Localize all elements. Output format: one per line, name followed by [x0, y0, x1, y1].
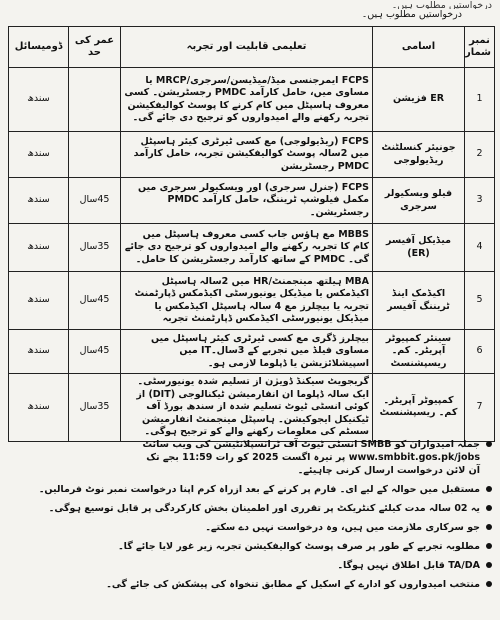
cell-qualification: FCPS (جنرل سرجری) اور ویسکیولر سرجری میں مکمل فیلوشپ ٹریننگ، حامل کارآمد PMDC رجسٹریشن۔ [121, 178, 373, 224]
cell-age: 35سال [69, 374, 121, 442]
table-row [9, 68, 495, 132]
intro-line-2: درخواستیں مطلوب ہیں۔ [361, 9, 462, 20]
list-item [8, 540, 492, 553]
cell-age: 45سال [69, 330, 121, 374]
condition-text: یہ 02 سالہ مدت کیلئے کنٹریکٹ پر تقرری اور اطمینان بخش کارکردگی پر قابل توسیع ہوگی۔ [48, 503, 480, 514]
conditions-list [8, 438, 492, 591]
condition-text: مستقبل میں حوالہ کے لیے ای۔ فارم پر کرنے کے بعد ازراہ کرم اپنا درخواست نمبر نوٹ فرمالیں۔ [38, 484, 480, 495]
cell-post: جونیئر کنسلٹنٹ ریڈیولوجی [373, 132, 465, 178]
cell-qualification: بیچلرز ڈگری مع کسی ٹیرٹری کیئر ہاسپٹل میں مساوی فیلڈ میں تجربے کے 3سال۔IT میں اسپیشلائزیشن یا ڈپلوما لازمی ہو۔ [121, 330, 373, 374]
cell-serial: 4 [465, 224, 495, 272]
header-age: عمر کی حد [69, 27, 121, 68]
cell-post: اکیڈمک اینڈ ٹریننگ آفیسر [373, 272, 465, 330]
list-item [8, 521, 492, 534]
condition-text: منتخب امیدواروں کو ادارے کے اسکیل کے مطابق تنخواہ کی پیشکش کی جائے گی۔ [106, 579, 480, 590]
header-serial: نمبر شمار [465, 27, 495, 68]
condition-subtext: آن لائن درخواست ارسال کرنی چاہیئے۔ [297, 465, 480, 476]
cell-serial: 7 [465, 374, 495, 442]
header-qualification: تعلیمی قابلیت اور تجربہ [121, 27, 373, 68]
cell-post: کمپیوٹر آپریٹر۔ کم۔ ریسپشنسٹ [373, 374, 465, 442]
cell-serial: 3 [465, 178, 495, 224]
cell-age: 35سال [69, 224, 121, 272]
cell-qualification: FCPS ایمرجنسی میڈ/میڈیسن/سرجری/MRCP یا مساوی میں، حامل کارآمد PMDC رجسٹریشن۔ کسی معروف ہاسپٹل میں کام کرنے کا پوسٹ کوالیفکیشن تجربہ رکھنے والے امیدواروں کو ترجیح دی جائے گی۔ [121, 68, 373, 132]
cell-post: فیلو ویسکیولر سرجری [373, 178, 465, 224]
list-item [8, 438, 492, 477]
cell-domicile: سندھ [9, 224, 69, 272]
jobs-table [8, 26, 495, 442]
cell-domicile: سندھ [9, 68, 69, 132]
cell-age [69, 132, 121, 178]
condition-text: TA/DA قابل اطلاق نہیں ہوگا۔ [337, 560, 480, 571]
cell-domicile: سندھ [9, 330, 69, 374]
cell-post: ER فزیشن [373, 68, 465, 132]
cell-age: 45سال [69, 272, 121, 330]
table-row [9, 224, 495, 272]
list-item [8, 578, 492, 591]
header-domicile: ڈومیسائل [9, 27, 69, 68]
table-row [9, 132, 495, 178]
table-row [9, 178, 495, 224]
cell-age [69, 68, 121, 132]
intro-text [0, 0, 500, 22]
cell-serial: 6 [465, 330, 495, 374]
cell-qualification: MBBS مع ہاؤس جاب کسی معروف ہاسپٹل میں کام کا تجربہ رکھنے والے امیدواروں کو ترجیح دی جائے گی۔ PMDC کے ساتھ کارآمد رجسٹریشن کا حامل۔ [121, 224, 373, 272]
cell-serial: 1 [465, 68, 495, 132]
cell-serial: 5 [465, 272, 495, 330]
header-post: اسامی [373, 27, 465, 68]
cell-qualification: MBA ہیلتھ مینجمنٹ/HR میں 2سالہ ہاسپٹل اکیڈمکس یا میڈیکل یونیورسٹی اکیڈمکس ڈپارٹمنٹ تجربہ یا بیچلرز مع 4 سالہ ہاسپٹل اکیڈمکس یا میڈیکل یونیورسٹی اکیڈمکس ڈپارٹمنٹ تجربہ [121, 272, 373, 330]
list-item [8, 559, 492, 572]
condition-text: جو سرکاری ملازمت میں ہیں، وہ درخواست نہیں دے سکتے۔ [205, 522, 480, 533]
cell-post: سینئر کمپیوٹر آپریٹر۔ کم۔ ریسپشنسٹ [373, 330, 465, 374]
cell-domicile: سندھ [9, 132, 69, 178]
cell-qualification: FCPS (ریڈیولوجی) مع کسی ٹیرٹری کیئر ہاسپٹل میں 2سالہ پوسٹ کوالیفکیشن تجربہ، حامل کارآمد PMDC رجسٹریشن [121, 132, 373, 178]
condition-text: جملہ امیدواران کو SMBB انسٹی ٹیوٹ آف ٹرانسپلانٹیشن کی ویب سائٹ www.smbbit.gos.pk/jobs پر تیرہ اگست 2025 کو رات 11:59 بجے تک [142, 439, 480, 463]
cell-domicile: سندھ [9, 178, 69, 224]
table-row [9, 374, 495, 442]
cell-age: 45سال [69, 178, 121, 224]
cell-serial: 2 [465, 132, 495, 178]
table-header-row [9, 27, 495, 68]
intro-line-1: درخواستیں مطلوب ہیں۔ [391, 0, 492, 9]
cell-domicile: سندھ [9, 272, 69, 330]
cell-domicile: سندھ [9, 374, 69, 442]
cell-post: میڈیکل آفیسر (ER) [373, 224, 465, 272]
condition-text: مطلوبہ تجربے کے طور پر صرف پوسٹ کوالیفکیشن تجربہ زیر غور لایا جائے گا۔ [118, 541, 480, 552]
cell-qualification: گریجویٹ سیکنڈ ڈویژن از تسلیم شدہ یونیورسٹی۔ ایک سالہ ڈپلوما ان انفارمیشن ٹیکنالوجی (DIT) از کوئی انسٹی ٹیوٹ تسلیم شدہ از سندھ بورڈ آف ٹیکنیکل ایجوکیشن۔ ہاسپٹل مینجمنٹ انفارمیشن سسٹم کی معلومات رکھنے والے کو ترجیح ہوگی۔ [121, 374, 373, 442]
table-row [9, 330, 495, 374]
list-item [8, 502, 492, 515]
table-row [9, 272, 495, 330]
conditions-section [8, 438, 492, 597]
list-item [8, 483, 492, 496]
